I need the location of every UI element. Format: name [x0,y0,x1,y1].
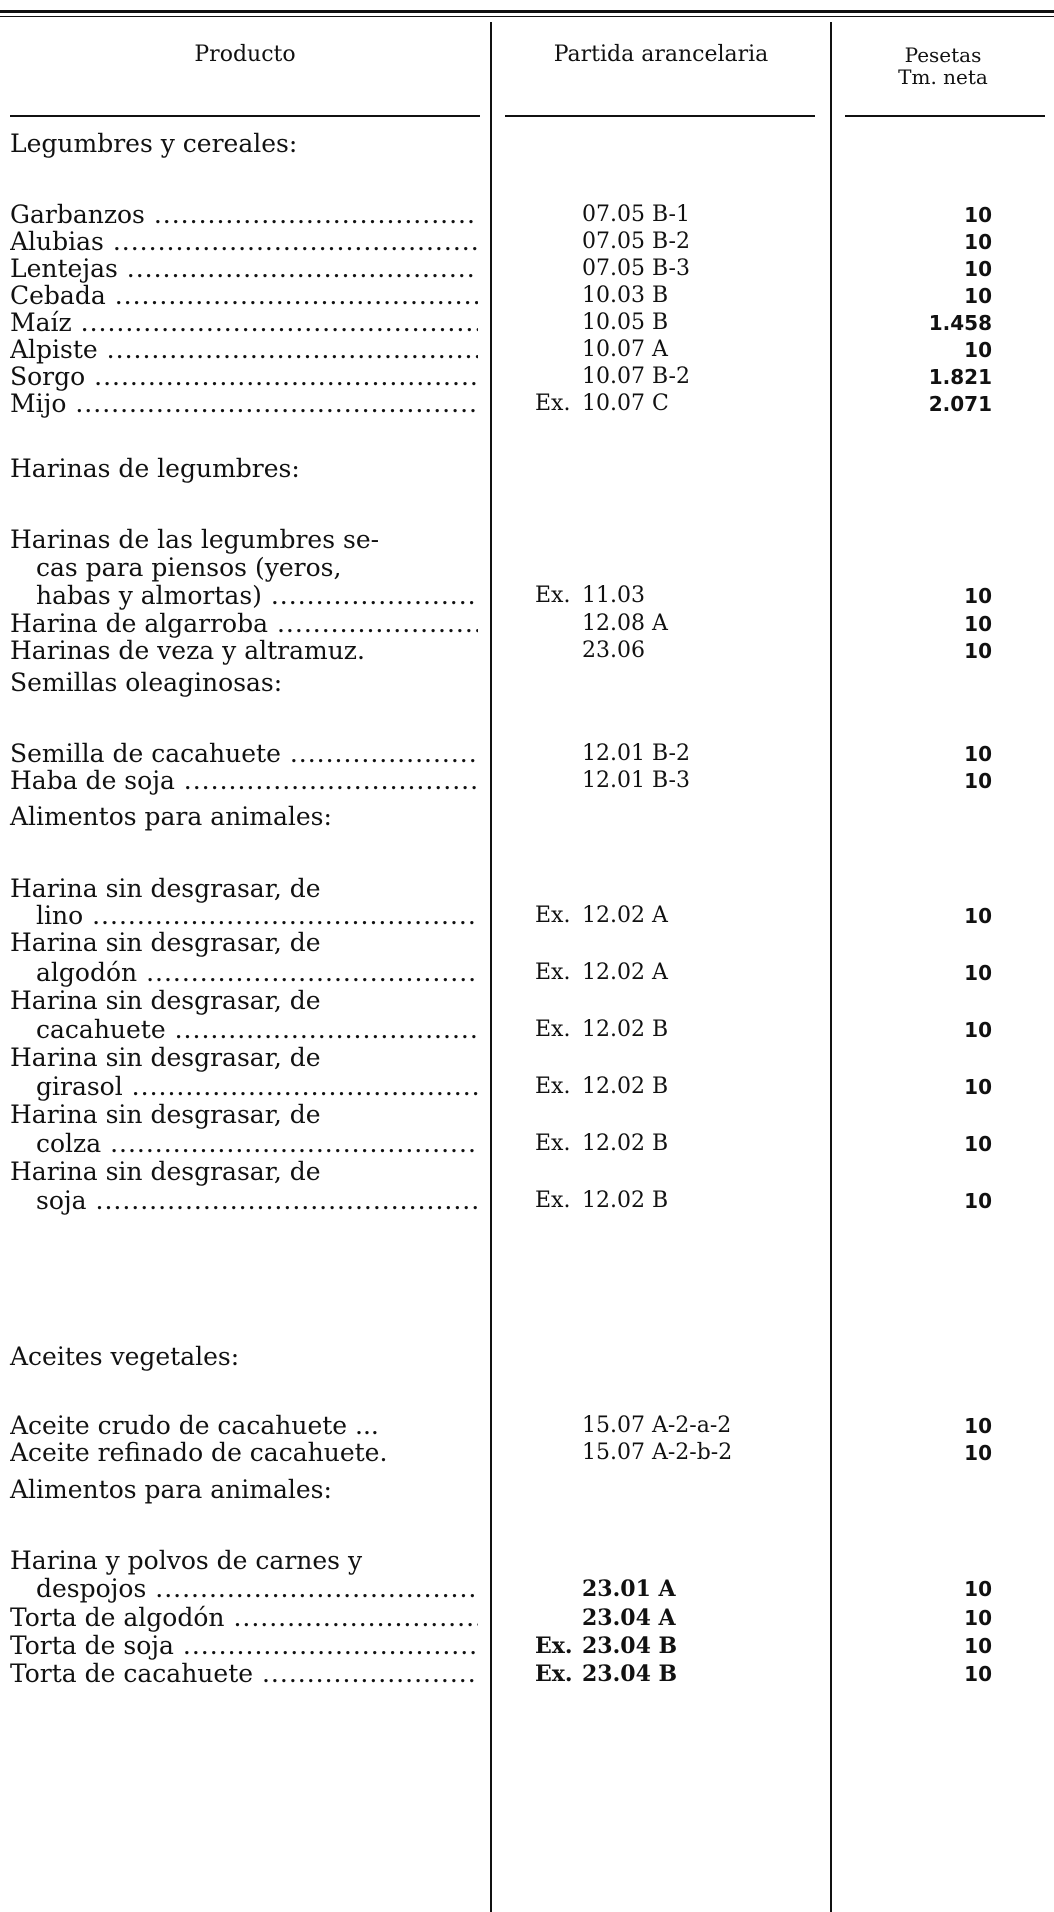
tariff-code: 10.07 C [582,391,669,416]
tariff-code: 23.01 A [582,1576,676,1602]
value: 10 [964,1132,992,1156]
tariff-code: 12.01 B-2 [582,741,690,766]
section-title: Semillas oleaginosas: [10,668,283,697]
value: 10 [964,961,992,985]
value: 10 [964,904,992,928]
top-rule [0,10,1054,13]
header-rule-product [10,115,480,117]
value: 10 [964,1189,992,1213]
tariff-code: 12.01 B-3 [582,768,690,793]
product-name: Garbanzos ..... [10,198,478,232]
product-name: Haba de soja ..... [10,764,478,798]
table-row [0,387,1054,421]
tariff-code: 12.02 A [582,960,668,985]
value: 2.071 [928,392,992,416]
header-rule-code [505,115,815,117]
value: 1.458 [928,311,992,335]
ex-prefix: Ex. [535,1074,571,1099]
product-name: Harina sin desgrasar, de [10,1100,321,1129]
ex-prefix: Ex. [535,960,571,985]
ex-prefix: Ex. [535,1188,571,1213]
value: 10 [964,338,992,362]
table-row [0,926,1054,960]
product-name: Sorgo ..... [10,360,478,394]
value: 10 [964,612,992,636]
product-name: Lentejas ..... [10,252,478,286]
table-row [0,764,1054,798]
product-name: Harina y polvos de carnes y [10,1546,363,1575]
product-name: Semilla de cacahuete ..... [10,737,478,771]
product-name: Torta de soja ..... [10,1629,478,1663]
ex-prefix: Ex. [535,1131,571,1156]
tariff-code: 23.04 B [582,1633,678,1659]
tariff-code: 23.04 B [582,1661,678,1687]
tariff-code: 12.02 B [582,1017,669,1042]
product-name: Harinas de las legumbres se- [10,525,380,554]
ex-prefix: Ex. [535,391,571,416]
header-product: Producto [194,42,296,67]
tariff-code: 10.07 A [582,337,668,362]
product-name-cont: girasol ..... [36,1070,478,1104]
product-name: Maíz ..... [10,306,478,340]
ex-prefix: Ex. [535,1017,571,1042]
header-value-line2: Tm. neta [898,65,988,89]
product-name: Alpiste ..... [10,333,478,367]
tariff-code: 12.02 B [582,1131,669,1156]
product-name: Harina sin desgrasar, de [10,928,321,957]
product-name-cont: soja ..... [36,1184,478,1218]
value: 10 [964,742,992,766]
tariff-code: 23.04 A [582,1605,676,1631]
table-row [0,1184,1054,1218]
product-name: Harinas de veza y altramuz. [10,636,365,665]
product-name: Mijo ..... [10,387,478,421]
header-value-line1: Pesetas [904,43,982,67]
value: 10 [964,230,992,254]
tariff-code: 10.05 B [582,310,669,335]
value: 10 [964,769,992,793]
product-name: Harina sin desgrasar, de [10,1157,321,1186]
top-rule-thin [0,16,1054,17]
tariff-code: 10.07 B-2 [582,364,690,389]
tariff-code: 23.06 [582,638,645,663]
product-name: Aceite crudo de cacahuete ... [10,1411,379,1440]
tariff-code: 12.08 A [582,611,668,636]
tariff-code: 07.05 B-1 [582,202,690,227]
tariff-code: 07.05 B-2 [582,229,690,254]
tariff-code: 11.03 [582,583,645,608]
tariff-code: 12.02 B [582,1074,669,1099]
product-name: Harina sin desgrasar, de [10,1043,321,1072]
value: 10 [964,1634,992,1658]
value: 10 [964,1606,992,1630]
value: 10 [964,1441,992,1465]
product-name: Aceite refinado de cacahuete. [10,1438,388,1467]
section-title: Alimentos para animales: [10,802,332,831]
product-name-cont: habas y almortas) ..... [36,579,478,613]
product-name: Torta de cacahuete ..... [10,1657,478,1691]
product-name: Harina sin desgrasar, de [10,874,321,903]
value: 10 [964,1577,992,1601]
header-value [832,44,1054,88]
tariff-code: 12.02 A [582,903,668,928]
value: 1.821 [928,365,992,389]
ex-prefix: Ex. [535,1661,573,1687]
tariff-code: 12.02 B [582,1188,669,1213]
product-name: Harina de algarroba ..... [10,607,478,641]
tariff-code: 15.07 A-2-b-2 [582,1440,733,1465]
header-rule-value [845,115,1045,117]
value: 10 [964,1075,992,1099]
value: 10 [964,1414,992,1438]
section-title: Legumbres y cereales: [10,129,298,158]
section-title: Aceites vegetales: [10,1342,240,1371]
table-row [0,634,1054,668]
tariff-code: 10.03 B [582,283,669,308]
value: 10 [964,257,992,281]
product-name-cont: cacahuete ..... [36,1013,478,1047]
value: 10 [964,1018,992,1042]
product-name: Cebada ..... [10,279,478,313]
ex-prefix: Ex. [535,903,571,928]
section-title: Harinas de legumbres: [10,454,300,483]
section-title: Alimentos para animales: [10,1475,332,1504]
value: 10 [964,639,992,663]
value: 10 [964,284,992,308]
header-code: Partida arancelaria [553,42,769,67]
product-name: Alubias ..... [10,225,478,259]
product-name-cont: lino ..... [36,899,478,933]
product-name-cont: algodón ..... [36,956,478,990]
ex-prefix: Ex. [535,583,571,608]
product-name-cont: despojos ..... [36,1572,478,1606]
value: 10 [964,584,992,608]
tariff-code: 07.05 B-3 [582,256,690,281]
value: 10 [964,203,992,227]
table-row [0,1657,1054,1691]
value: 10 [964,1662,992,1686]
product-name: Torta de algodón ..... [10,1601,478,1635]
tariff-code: 15.07 A-2-a-2 [582,1413,732,1438]
product-name-cont: colza ..... [36,1127,478,1161]
product-name: Harina sin desgrasar, de [10,986,321,1015]
product-name-cont: cas para piensos (yeros, [36,553,342,582]
ex-prefix: Ex. [535,1633,573,1659]
table-row [0,1436,1054,1470]
